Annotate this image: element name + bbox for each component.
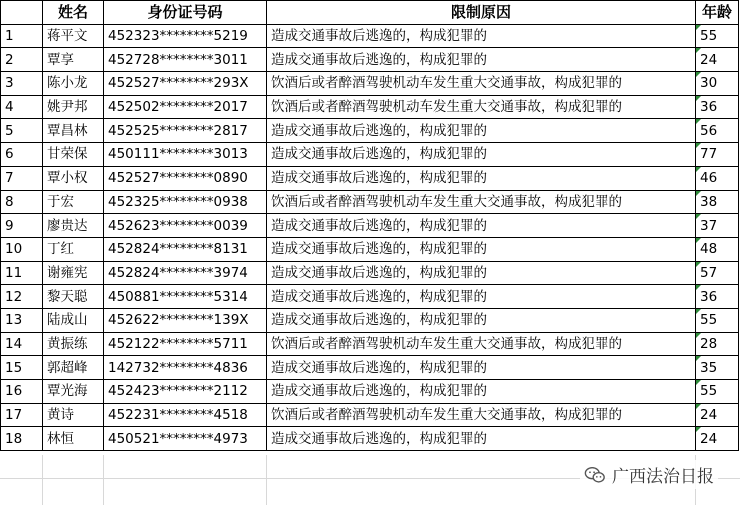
table-row	[1, 119, 739, 143]
header-age[interactable]: 年龄	[696, 1, 739, 25]
table-row	[1, 261, 739, 285]
table-row	[1, 308, 739, 332]
name-cell[interactable]: 廖贵达	[43, 214, 104, 238]
row-number[interactable]: 15	[1, 356, 43, 380]
reason-cell[interactable]: 饮酒后或者醉酒驾驶机动车发生重大交通事故，构成犯罪的	[267, 190, 696, 214]
age-cell[interactable]: 55	[696, 24, 739, 48]
age-cell[interactable]: 28	[696, 332, 739, 356]
table-row	[1, 285, 739, 309]
id-number-cell[interactable]: 452824********3974	[104, 261, 267, 285]
name-cell[interactable]: 郭超峰	[43, 356, 104, 380]
row-number[interactable]: 3	[1, 72, 43, 96]
reason-cell[interactable]: 造成交通事故后逃逸的，构成犯罪的	[267, 356, 696, 380]
reason-cell[interactable]: 饮酒后或者醉酒驾驶机动车发生重大交通事故，构成犯罪的	[267, 332, 696, 356]
age-cell[interactable]: 30	[696, 72, 739, 96]
table-row	[1, 95, 739, 119]
reason-cell[interactable]: 造成交通事故后逃逸的，构成犯罪的	[267, 143, 696, 167]
table-row	[1, 48, 739, 72]
reason-cell[interactable]: 造成交通事故后逃逸的，构成犯罪的	[267, 427, 696, 451]
row-number[interactable]: 17	[1, 403, 43, 427]
reason-cell[interactable]: 饮酒后或者醉酒驾驶机动车发生重大交通事故，构成犯罪的	[267, 72, 696, 96]
id-number-cell[interactable]: 142732********4836	[104, 356, 267, 380]
row-number[interactable]: 14	[1, 332, 43, 356]
header-name[interactable]: 姓名	[43, 1, 104, 25]
row-number[interactable]: 6	[1, 143, 43, 167]
row-number[interactable]: 1	[1, 24, 43, 48]
age-cell[interactable]: 35	[696, 356, 739, 380]
row-number[interactable]: 8	[1, 190, 43, 214]
id-number-cell[interactable]: 450881********5314	[104, 285, 267, 309]
id-number-cell[interactable]: 452623********0039	[104, 214, 267, 238]
name-cell[interactable]: 覃昌林	[43, 119, 104, 143]
header-no[interactable]	[1, 1, 43, 25]
name-cell[interactable]: 黄振练	[43, 332, 104, 356]
row-number[interactable]: 5	[1, 119, 43, 143]
age-cell[interactable]: 48	[696, 237, 739, 261]
age-cell[interactable]: 77	[696, 143, 739, 167]
table-row	[1, 237, 739, 261]
reason-cell[interactable]: 造成交通事故后逃逸的，构成犯罪的	[267, 166, 696, 190]
row-number[interactable]: 12	[1, 285, 43, 309]
row-number[interactable]: 4	[1, 95, 43, 119]
reason-cell[interactable]: 造成交通事故后逃逸的，构成犯罪的	[267, 285, 696, 309]
reason-cell[interactable]: 造成交通事故后逃逸的，构成犯罪的	[267, 308, 696, 332]
reason-cell[interactable]: 造成交通事故后逃逸的，构成犯罪的	[267, 119, 696, 143]
name-cell[interactable]: 丁红	[43, 237, 104, 261]
table-row	[1, 190, 739, 214]
row-number[interactable]: 18	[1, 427, 43, 451]
reason-cell[interactable]: 造成交通事故后逃逸的，构成犯罪的	[267, 380, 696, 404]
name-cell[interactable]: 姚尹邦	[43, 95, 104, 119]
name-cell[interactable]: 黄诗	[43, 403, 104, 427]
reason-cell[interactable]: 饮酒后或者醉酒驾驶机动车发生重大交通事故，构成犯罪的	[267, 95, 696, 119]
age-cell[interactable]: 36	[696, 285, 739, 309]
age-cell[interactable]: 38	[696, 190, 739, 214]
reason-cell[interactable]: 造成交通事故后逃逸的，构成犯罪的	[267, 24, 696, 48]
reason-cell[interactable]: 饮酒后或者醉酒驾驶机动车发生重大交通事故，构成犯罪的	[267, 403, 696, 427]
age-cell[interactable]: 37	[696, 214, 739, 238]
row-number[interactable]: 13	[1, 308, 43, 332]
grid-line	[103, 455, 104, 505]
reason-cell[interactable]: 造成交通事故后逃逸的，构成犯罪的	[267, 48, 696, 72]
row-number[interactable]: 10	[1, 237, 43, 261]
grid-line	[266, 455, 267, 505]
name-cell[interactable]: 黎天聪	[43, 285, 104, 309]
id-number-cell[interactable]: 452323********5219	[104, 24, 267, 48]
name-cell[interactable]: 覃光海	[43, 380, 104, 404]
reason-cell[interactable]: 造成交通事故后逃逸的，构成犯罪的	[267, 237, 696, 261]
name-cell[interactable]: 林恒	[43, 427, 104, 451]
id-number-cell[interactable]: 452824********8131	[104, 237, 267, 261]
table-row	[1, 427, 739, 451]
watermark	[580, 460, 718, 489]
age-cell[interactable]: 55	[696, 308, 739, 332]
age-cell[interactable]: 24	[696, 427, 739, 451]
age-cell[interactable]: 56	[696, 119, 739, 143]
name-cell[interactable]: 谢雍宪	[43, 261, 104, 285]
table-row	[1, 166, 739, 190]
name-cell[interactable]: 甘荣保	[43, 143, 104, 167]
age-cell[interactable]: 55	[696, 380, 739, 404]
watermark-text: 广西法治日报	[612, 467, 714, 487]
reason-cell[interactable]: 造成交通事故后逃逸的，构成犯罪的	[267, 261, 696, 285]
name-cell[interactable]: 陈小龙	[43, 72, 104, 96]
id-number-cell[interactable]: 452122********5711	[104, 332, 267, 356]
reason-cell[interactable]: 造成交通事故后逃逸的，构成犯罪的	[267, 214, 696, 238]
table-row	[1, 403, 739, 427]
grid-line	[42, 455, 43, 505]
age-cell[interactable]: 36	[696, 95, 739, 119]
id-number-cell[interactable]: 452325********0938	[104, 190, 267, 214]
table-row	[1, 143, 739, 167]
row-number[interactable]: 16	[1, 380, 43, 404]
wechat-icon	[584, 464, 606, 486]
id-number-cell[interactable]: 452728********3011	[104, 48, 267, 72]
id-number-cell[interactable]: 450521********4973	[104, 427, 267, 451]
age-cell[interactable]: 24	[696, 48, 739, 72]
table-row	[1, 214, 739, 238]
name-cell[interactable]: 覃小权	[43, 166, 104, 190]
header-id[interactable]: 身份证号码	[104, 1, 267, 25]
table-row	[1, 356, 739, 380]
id-number-cell[interactable]: 452525********2817	[104, 119, 267, 143]
row-number[interactable]: 11	[1, 261, 43, 285]
header-reason[interactable]: 限制原因	[267, 1, 696, 25]
name-cell[interactable]: 覃享	[43, 48, 104, 72]
age-cell[interactable]: 24	[696, 403, 739, 427]
id-number-cell[interactable]: 452622********139X	[104, 308, 267, 332]
table-row	[1, 332, 739, 356]
name-cell[interactable]: 于宏	[43, 190, 104, 214]
id-number-cell[interactable]: 452502********2017	[104, 95, 267, 119]
table-row	[1, 72, 739, 96]
row-number[interactable]: 2	[1, 48, 43, 72]
table-row	[1, 380, 739, 404]
row-number[interactable]: 9	[1, 214, 43, 238]
id-number-cell[interactable]: 450111********3013	[104, 143, 267, 167]
age-cell[interactable]: 46	[696, 166, 739, 190]
header-row	[1, 1, 739, 25]
age-cell[interactable]: 57	[696, 261, 739, 285]
id-number-cell[interactable]: 452527********293X	[104, 72, 267, 96]
name-cell[interactable]: 蒋平文	[43, 24, 104, 48]
id-number-cell[interactable]: 452527********0890	[104, 166, 267, 190]
name-cell[interactable]: 陆成山	[43, 308, 104, 332]
id-number-cell[interactable]: 452423********2112	[104, 380, 267, 404]
id-number-cell[interactable]: 452231********4518	[104, 403, 267, 427]
row-number[interactable]: 7	[1, 166, 43, 190]
table-row	[1, 24, 739, 48]
